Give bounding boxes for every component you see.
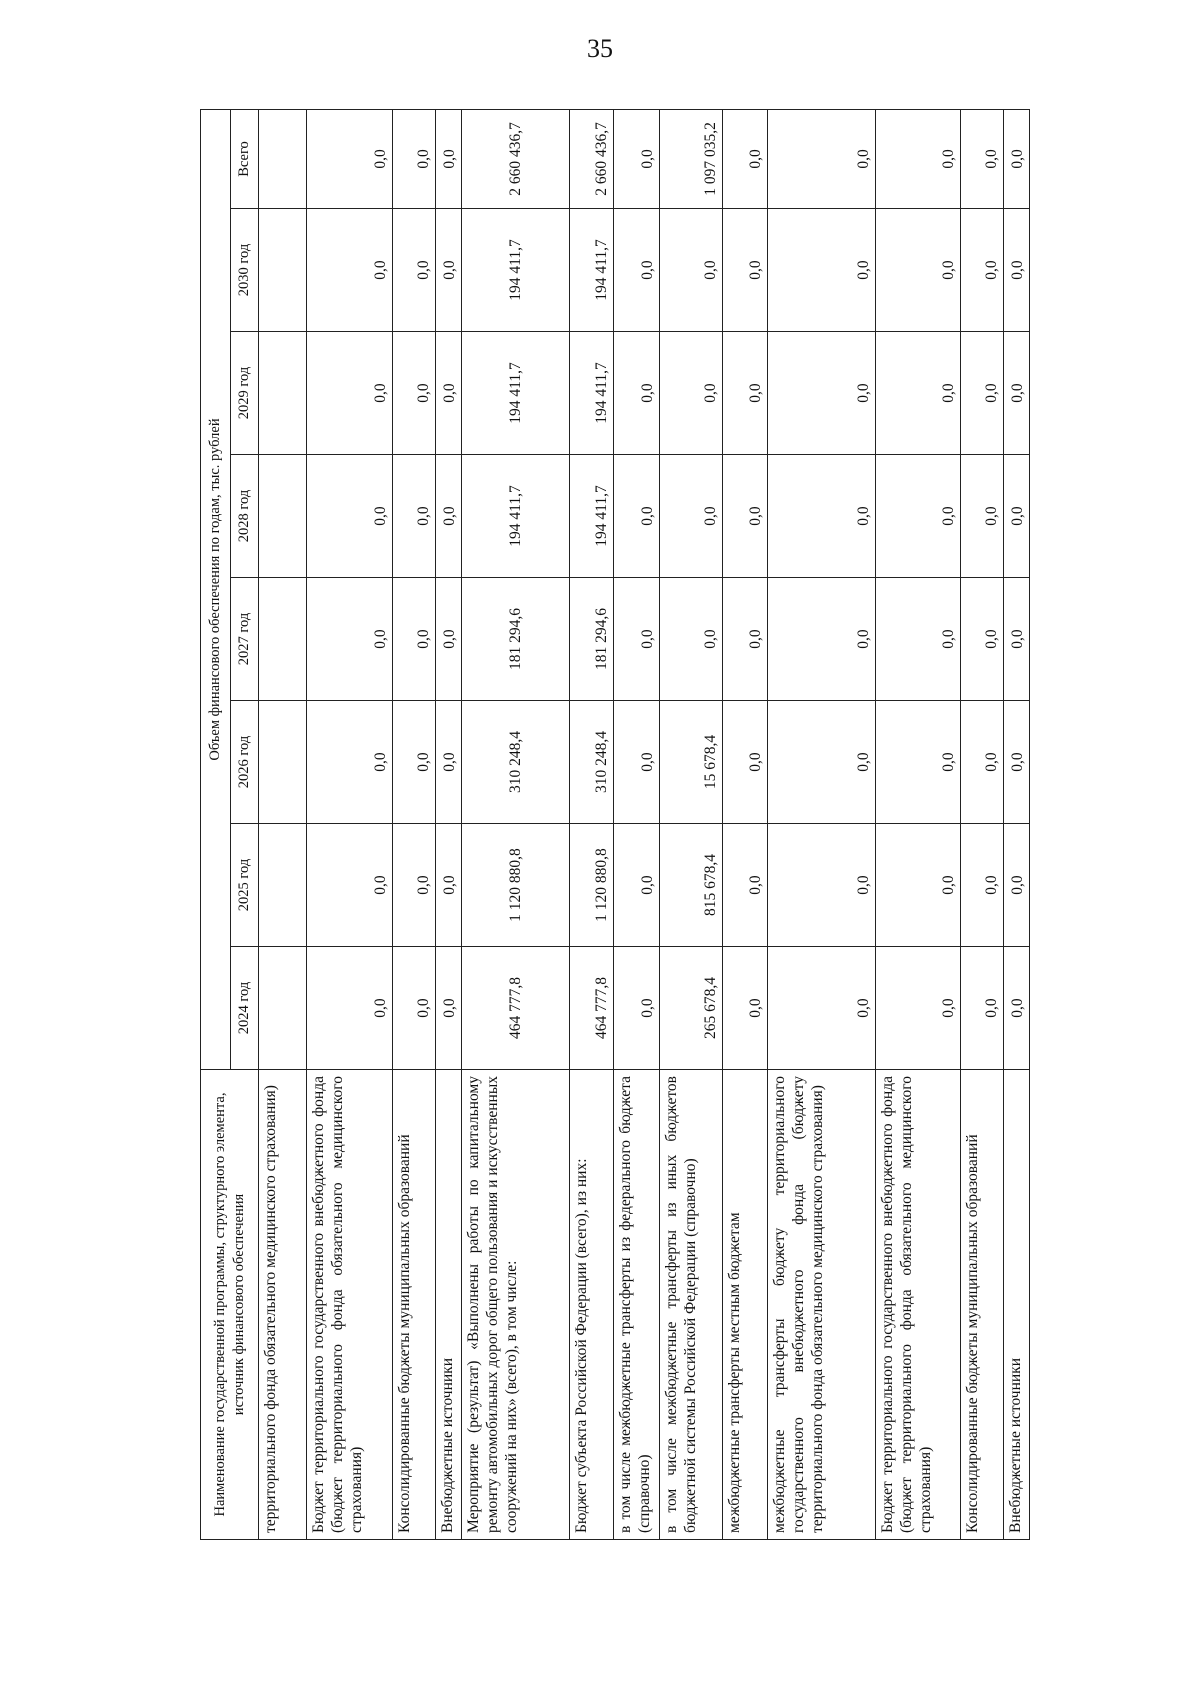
row-value: 0,0 bbox=[722, 209, 767, 332]
row-value: 0,0 bbox=[660, 455, 723, 578]
row-value: 181 294,6 bbox=[462, 578, 570, 701]
row-value: 0,0 bbox=[1003, 332, 1029, 455]
row-value: 0,0 bbox=[768, 578, 876, 701]
row-name: Консолидированные бюджеты муниципальных образований bbox=[393, 1070, 436, 1540]
row-value: 194 411,7 bbox=[462, 455, 570, 578]
table-row bbox=[876, 109, 960, 1539]
row-value: 0,0 bbox=[1003, 209, 1029, 332]
row-value: 0,0 bbox=[393, 824, 436, 947]
row-value: 0,0 bbox=[613, 578, 659, 701]
row-value: 0,0 bbox=[876, 209, 960, 332]
row-value: 0,0 bbox=[613, 455, 659, 578]
row-total: 0,0 bbox=[613, 109, 659, 208]
row-value: 0,0 bbox=[876, 578, 960, 701]
row-value: 0,0 bbox=[393, 455, 436, 578]
row-value: 0,0 bbox=[613, 209, 659, 332]
row-value: 0,0 bbox=[436, 209, 462, 332]
header-year: 2028 год bbox=[231, 455, 259, 578]
row-value: 0,0 bbox=[768, 455, 876, 578]
row-value: 0,0 bbox=[722, 824, 767, 947]
row-name: межбюджетные трансферты местным бюджетам bbox=[722, 1070, 767, 1540]
row-value: 194 411,7 bbox=[570, 455, 613, 578]
row-value: 0,0 bbox=[1003, 578, 1029, 701]
row-value: 0,0 bbox=[436, 947, 462, 1070]
row-value: 0,0 bbox=[768, 701, 876, 824]
row-value: 265 678,4 bbox=[660, 947, 723, 1070]
row-name: в том числе межбюджетные трансферты из иных бюджетов бюджетной системы Российской Федерации (справочно) bbox=[660, 1070, 723, 1540]
row-total: 2 660 436,7 bbox=[570, 109, 613, 208]
table-body bbox=[259, 109, 1030, 1539]
row-value: 0,0 bbox=[722, 701, 767, 824]
table-row bbox=[960, 109, 1003, 1539]
row-value: 0,0 bbox=[436, 824, 462, 947]
table-row bbox=[306, 109, 393, 1539]
row-value: 15 678,4 bbox=[660, 701, 723, 824]
header-year: 2030 год bbox=[231, 209, 259, 332]
row-name: Внебюджетные источники bbox=[1003, 1070, 1029, 1540]
row-value bbox=[259, 209, 307, 332]
row-total: 0,0 bbox=[768, 109, 876, 208]
row-value: 0,0 bbox=[722, 332, 767, 455]
row-value: 194 411,7 bbox=[570, 332, 613, 455]
row-value: 0,0 bbox=[613, 947, 659, 1070]
row-value: 0,0 bbox=[660, 578, 723, 701]
row-value: 181 294,6 bbox=[570, 578, 613, 701]
row-value: 194 411,7 bbox=[462, 209, 570, 332]
row-value: 0,0 bbox=[1003, 824, 1029, 947]
row-name: межбюджетные трансферты бюджету территориального государственного внебюджетного фонда (бюджету территориального фонда обязательного медицинского страхования) bbox=[768, 1070, 876, 1540]
header-year: 2026 год bbox=[231, 701, 259, 824]
row-name: Консолидированные бюджеты муниципальных образований bbox=[960, 1070, 1003, 1540]
row-total: 0,0 bbox=[306, 109, 393, 208]
row-value: 0,0 bbox=[876, 824, 960, 947]
row-value: 310 248,4 bbox=[462, 701, 570, 824]
row-value: 0,0 bbox=[960, 701, 1003, 824]
row-value: 0,0 bbox=[722, 947, 767, 1070]
header-volume: Объем финансового обеспечения по годам, тыс. рублей bbox=[201, 109, 231, 1069]
row-value: 0,0 bbox=[768, 824, 876, 947]
table-row bbox=[660, 109, 723, 1539]
row-name: Бюджет территориального государственного внебюджетного фонда (бюджет территориального фонда обязательного медицинского страхования) bbox=[876, 1070, 960, 1540]
page-number: 35 bbox=[587, 34, 613, 63]
row-value: 0,0 bbox=[393, 701, 436, 824]
table-row bbox=[570, 109, 613, 1539]
row-value: 0,0 bbox=[436, 455, 462, 578]
row-name: Внебюджетные источники bbox=[436, 1070, 462, 1540]
row-name: Бюджет субъекта Российской Федерации (всего), из них: bbox=[570, 1070, 613, 1540]
row-value: 0,0 bbox=[960, 578, 1003, 701]
row-total: 1 097 035,2 bbox=[660, 109, 723, 208]
row-value: 0,0 bbox=[876, 947, 960, 1070]
table-row bbox=[1003, 109, 1029, 1539]
row-value: 310 248,4 bbox=[570, 701, 613, 824]
row-value: 0,0 bbox=[960, 209, 1003, 332]
row-total: 0,0 bbox=[876, 109, 960, 208]
financing-table bbox=[200, 109, 1030, 1540]
row-value: 0,0 bbox=[660, 209, 723, 332]
row-value bbox=[259, 701, 307, 824]
row-value bbox=[259, 455, 307, 578]
table-row bbox=[393, 109, 436, 1539]
row-total bbox=[259, 109, 307, 208]
row-value: 0,0 bbox=[306, 701, 393, 824]
row-value: 0,0 bbox=[876, 332, 960, 455]
rotated-table-wrapper bbox=[200, 110, 1030, 1540]
row-value: 0,0 bbox=[306, 209, 393, 332]
table-row bbox=[436, 109, 462, 1539]
row-value: 0,0 bbox=[768, 332, 876, 455]
row-name: в том числе межбюджетные трансферты из федерального бюджета (справочно) bbox=[613, 1070, 659, 1540]
row-value: 0,0 bbox=[722, 578, 767, 701]
row-value: 815 678,4 bbox=[660, 824, 723, 947]
header-year: 2029 год bbox=[231, 332, 259, 455]
row-total: 0,0 bbox=[1003, 109, 1029, 208]
row-name: Бюджет территориального государственного внебюджетного фонда (бюджет территориального фонда обязательного медицинского страхования) bbox=[306, 1070, 393, 1540]
row-total: 2 660 436,7 bbox=[462, 109, 570, 208]
row-value: 0,0 bbox=[876, 701, 960, 824]
row-value bbox=[259, 824, 307, 947]
header-row-1 bbox=[201, 109, 231, 1539]
row-value: 0,0 bbox=[613, 701, 659, 824]
row-value: 0,0 bbox=[768, 209, 876, 332]
row-value: 0,0 bbox=[960, 332, 1003, 455]
row-value: 0,0 bbox=[393, 209, 436, 332]
row-value: 0,0 bbox=[660, 332, 723, 455]
row-total: 0,0 bbox=[722, 109, 767, 208]
table-row bbox=[259, 109, 307, 1539]
row-value: 194 411,7 bbox=[570, 209, 613, 332]
row-name: территориального фонда обязательного медицинского страхования) bbox=[259, 1070, 307, 1540]
row-value: 0,0 bbox=[306, 578, 393, 701]
table-row bbox=[462, 109, 570, 1539]
header-year: 2024 год bbox=[231, 947, 259, 1070]
row-value: 0,0 bbox=[436, 701, 462, 824]
row-value: 1 120 880,8 bbox=[462, 824, 570, 947]
header-year: 2025 год bbox=[231, 824, 259, 947]
header-total: Всего bbox=[231, 109, 259, 208]
header-year: 2027 год bbox=[231, 578, 259, 701]
table-row bbox=[768, 109, 876, 1539]
row-value: 0,0 bbox=[960, 947, 1003, 1070]
row-value: 0,0 bbox=[960, 824, 1003, 947]
row-name: Мероприятие (результат) «Выполнены работы по капитальному ремонту автомобильных дорог общего пользования и искусственных сооружений на них» (всего), в том числе: bbox=[462, 1070, 570, 1540]
row-value: 1 120 880,8 bbox=[570, 824, 613, 947]
header-name-column: Наименование государственной программы, структурного элемента, источник финансового обеспечения bbox=[201, 1070, 259, 1540]
row-value: 0,0 bbox=[1003, 947, 1029, 1070]
row-total: 0,0 bbox=[393, 109, 436, 208]
row-value: 0,0 bbox=[960, 455, 1003, 578]
row-value: 0,0 bbox=[722, 455, 767, 578]
row-value: 0,0 bbox=[393, 947, 436, 1070]
row-value bbox=[259, 332, 307, 455]
row-value: 0,0 bbox=[768, 947, 876, 1070]
row-value: 464 777,8 bbox=[570, 947, 613, 1070]
row-value: 0,0 bbox=[436, 332, 462, 455]
row-value: 0,0 bbox=[393, 578, 436, 701]
row-value: 464 777,8 bbox=[462, 947, 570, 1070]
row-value: 0,0 bbox=[306, 455, 393, 578]
row-total: 0,0 bbox=[960, 109, 1003, 208]
row-value: 0,0 bbox=[613, 332, 659, 455]
row-value: 0,0 bbox=[306, 947, 393, 1070]
row-value: 0,0 bbox=[306, 332, 393, 455]
row-value bbox=[259, 947, 307, 1070]
row-value bbox=[259, 578, 307, 701]
row-value: 0,0 bbox=[306, 824, 393, 947]
row-total: 0,0 bbox=[436, 109, 462, 208]
table-row bbox=[722, 109, 767, 1539]
row-value: 0,0 bbox=[613, 824, 659, 947]
row-value: 0,0 bbox=[393, 332, 436, 455]
row-value: 0,0 bbox=[1003, 701, 1029, 824]
table-row bbox=[613, 109, 659, 1539]
row-value: 0,0 bbox=[1003, 455, 1029, 578]
row-value: 0,0 bbox=[436, 578, 462, 701]
row-value: 194 411,7 bbox=[462, 332, 570, 455]
row-value: 0,0 bbox=[876, 455, 960, 578]
